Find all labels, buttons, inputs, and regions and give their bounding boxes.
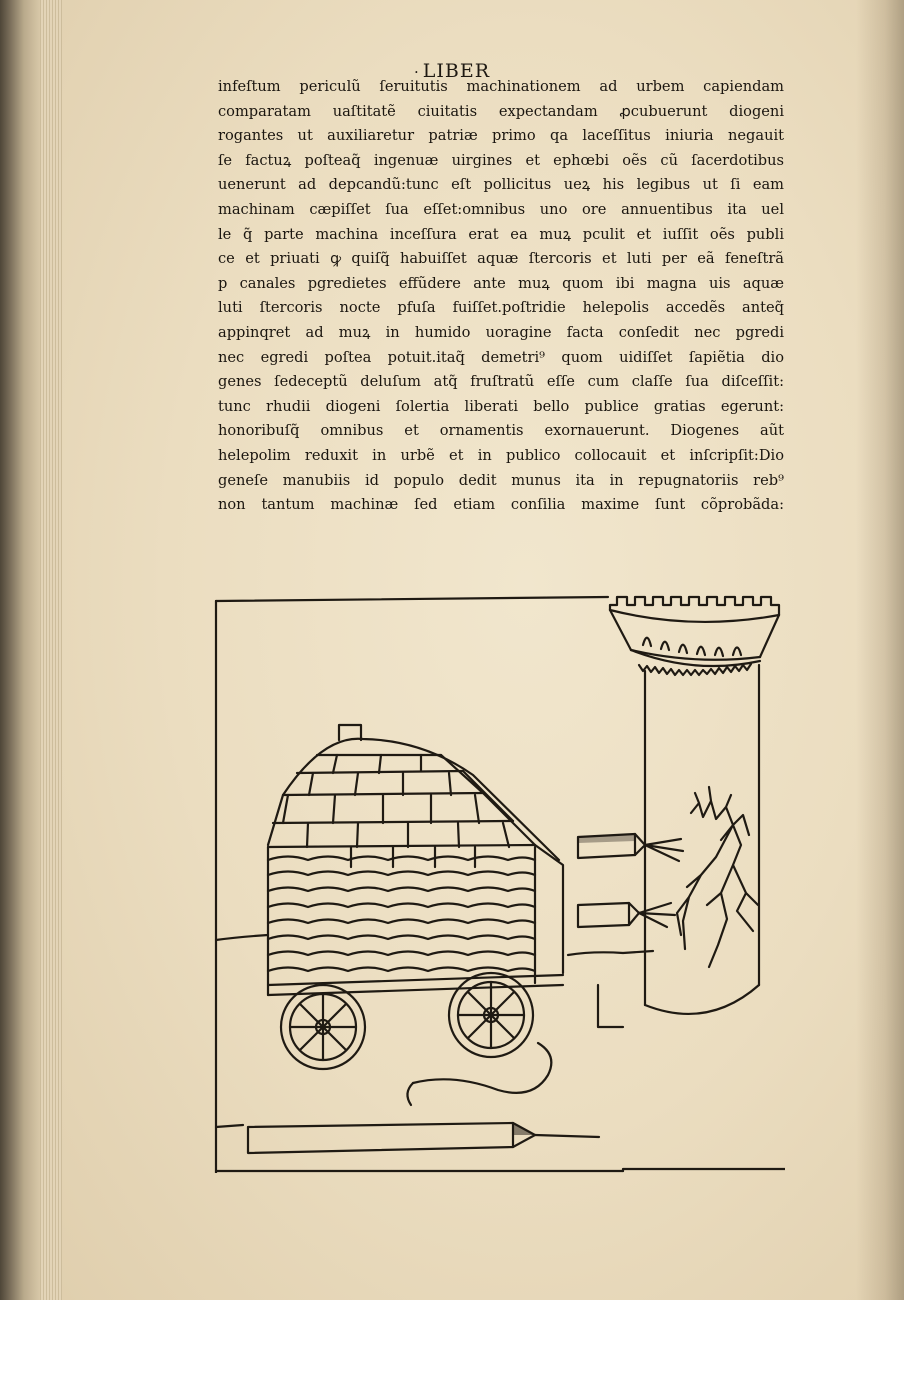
page-header-text: LIBER [422, 60, 491, 82]
text-line: nec egredi poſtea potuit.itaq̃ demetri⁹ quom uidiſſet ſapiẽtia dio [218, 348, 784, 366]
text-line: tunc rhudii diogeni ſolertia liberati bello publice gratias egerunt: [218, 397, 784, 415]
page-header: · LIBER [413, 60, 491, 82]
text-line: le q̃ parte machina inceſſura erat ea muꝝ pculit et iuſſit oẽs publi [218, 225, 784, 243]
text-line: uenerunt ad depcandũ:tunc eſt pollicitus ueꝝ his legibus ut ſi eam [218, 176, 784, 194]
text-line: genes ſedeceptũ deluſum atq̃ fruſtratũ eſſe cum claſſe ſua diſceſſit: [218, 373, 784, 391]
text-line: geneſe manubiis id populo dedit munus ita in repugnatoriis reb⁹ [218, 471, 784, 489]
page-shadow [856, 0, 904, 1300]
page-edges [40, 0, 62, 1300]
text-line: comparatam uaſtitatẽ ciuitatis expectandam ꝓcubuerunt diogeni [218, 102, 784, 120]
bottom-margin [0, 1300, 904, 1390]
text-line: infeſtum periculũ ſeruitutis machinationem ad urbem capiendam [218, 78, 784, 95]
text-line: helepolim reduxit in urbẽ et in publico collocauit et inſcripſit:Dio [218, 446, 784, 464]
text-line: appinqret ad muꝝ in humido uoragine facta conſedit nec pgredi [218, 323, 784, 341]
text-line: ce et priuati ꝙ quiſq̃ habuiſſet aquæ ſtercoris et luti per eã feneſtrã [218, 250, 784, 268]
text-line: luti ſtercoris nocte pfuſa fuiſſet.poſtridie helepolis accedẽs anteq̃ [218, 299, 784, 317]
body-text [218, 75, 784, 518]
binding-edge [0, 0, 40, 1300]
siege-engine-woodcut [213, 575, 785, 1173]
text-line: ſe factuꝝ poſteaq̃ ingenuæ uirgines et ephœbi oẽs cũ ſacerdotibus [218, 151, 784, 169]
text-line: rogantes ut auxiliaretur patriæ primo qa laceſſitus iniuria negauit [218, 127, 784, 145]
text-line: machinam cæpiſſet ſua eſſet:omnibus uno ore annuentibus ita uel [218, 200, 784, 218]
text-line: p canales pgredietes effũdere ante muꝝ quom ibi magna uis aquæ [218, 274, 784, 292]
text-line: honoribuſq̃ omnibus et ornamentis exornauerunt. Diogenes aũt [218, 422, 784, 440]
text-line: non tantum machinæ ſed etiam conſilia maxime ſunt cõprobãda: [218, 496, 784, 514]
